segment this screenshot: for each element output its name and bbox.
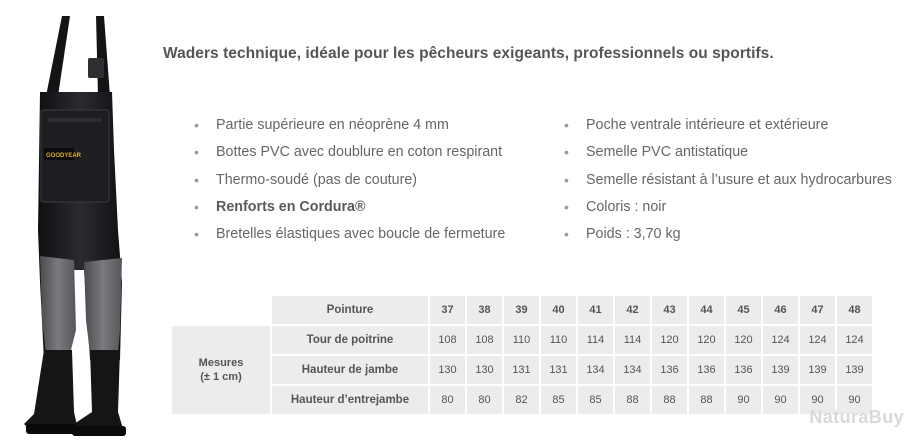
- table-row: [172, 326, 872, 354]
- table-cell: 120: [689, 326, 724, 354]
- table-cell: 90: [763, 386, 798, 414]
- bullet-icon: •: [194, 144, 199, 161]
- feature-item: [194, 171, 505, 198]
- bullet-icon: •: [564, 117, 569, 133]
- table-cell: 88: [615, 386, 650, 414]
- size-header-row: [172, 296, 872, 324]
- bullet-icon: •: [194, 226, 199, 243]
- product-image-waders: [0, 0, 160, 448]
- table-cell: 114: [578, 326, 613, 354]
- table-cell: 108: [430, 326, 465, 354]
- bullet-icon: •: [564, 198, 569, 215]
- table-cell: 136: [689, 356, 724, 384]
- table-cell: 88: [689, 386, 724, 414]
- feature-item: [194, 116, 505, 143]
- feature-text: Partie supérieure en néoprène 4 mm: [216, 117, 449, 133]
- table-cell: 134: [578, 356, 613, 384]
- row-label: Hauteur de jambe: [272, 356, 428, 384]
- size-header-cell: 43: [652, 296, 687, 324]
- size-header-label: Pointure: [272, 296, 428, 324]
- measures-label-line2: (± 1 cm): [200, 371, 242, 383]
- left-knee-reinforcement: [40, 256, 76, 354]
- bullet-icon: •: [194, 171, 199, 188]
- feature-text: Poids : 3,70 kg: [586, 226, 681, 243]
- feature-text: Semelle résistant à l’usure et aux hydrocarbures: [586, 171, 892, 188]
- table-cell: 131: [541, 356, 576, 384]
- table-cell: 90: [726, 386, 761, 414]
- table-cell: 136: [652, 356, 687, 384]
- table-cell: 139: [837, 356, 872, 384]
- measures-label-line1: Mesures: [198, 357, 244, 369]
- table-cell: 124: [763, 326, 798, 354]
- product-headline: Waders technique, idéale pour les pêcheurs exigeants, professionnels ou sportifs.: [163, 45, 774, 62]
- table-row: [172, 386, 872, 414]
- size-header-cell: 48: [837, 296, 872, 324]
- feature-list-left: [194, 116, 505, 252]
- size-header-cell: 38: [467, 296, 502, 324]
- size-header-cell: 41: [578, 296, 613, 324]
- bullet-icon: •: [564, 171, 569, 188]
- feature-text: Bretelles élastiques avec boucle de fermeture: [216, 226, 506, 243]
- size-header-cell: 47: [800, 296, 835, 324]
- table-cell: 90: [837, 386, 872, 414]
- feature-item: [564, 225, 892, 252]
- feature-item: [194, 198, 505, 225]
- table-cell: 120: [652, 326, 687, 354]
- size-header-cell: 40: [541, 296, 576, 324]
- size-header-cell: 42: [615, 296, 650, 324]
- table-cell: 90: [800, 386, 835, 414]
- feature-text: Semelle PVC antistatique: [586, 144, 749, 161]
- size-table: [170, 294, 874, 416]
- table-cell: 139: [763, 356, 798, 384]
- table-cell: 108: [467, 326, 502, 354]
- table-corner-blank: [172, 296, 270, 324]
- table-cell: 134: [615, 356, 650, 384]
- feature-item: [194, 143, 505, 170]
- bullet-icon: •: [564, 144, 569, 161]
- feature-text: Poche ventrale intérieure et extérieure: [586, 117, 829, 133]
- table-cell: 131: [504, 356, 539, 384]
- feature-list-right: [564, 116, 892, 252]
- boots: [24, 350, 126, 436]
- table-cell: 88: [652, 386, 687, 414]
- size-header-cell: 37: [430, 296, 465, 324]
- table-cell: 85: [578, 386, 613, 414]
- feature-text: Bottes PVC avec doublure en coton respirant: [216, 144, 503, 161]
- table-cell: 110: [541, 326, 576, 354]
- table-cell: 80: [467, 386, 502, 414]
- size-header-cell: 44: [689, 296, 724, 324]
- table-cell: 136: [726, 356, 761, 384]
- table-cell: 139: [800, 356, 835, 384]
- table-row: [172, 356, 872, 384]
- size-header-cell: 39: [504, 296, 539, 324]
- bullet-icon: •: [194, 198, 199, 215]
- table-cell: 80: [430, 386, 465, 414]
- feature-item: [194, 225, 505, 252]
- measures-label: [172, 326, 270, 414]
- naturabuy-watermark: NaturaBuy: [809, 407, 904, 427]
- table-cell: 130: [430, 356, 465, 384]
- feature-text: Thermo-soudé (pas de couture): [216, 171, 418, 188]
- feature-item: [564, 171, 892, 198]
- table-cell: 114: [615, 326, 650, 354]
- right-knee-reinforcement: [84, 258, 122, 354]
- feature-text: Coloris : noir: [586, 198, 667, 215]
- table-cell: 124: [800, 326, 835, 354]
- bullet-icon: •: [194, 117, 199, 133]
- table-cell: 110: [504, 326, 539, 354]
- table-cell: 124: [837, 326, 872, 354]
- feature-item: [564, 116, 892, 143]
- row-label: Hauteur d’entrejambe: [272, 386, 428, 414]
- chest-pocket: [41, 110, 109, 202]
- shoulder-straps: [46, 16, 110, 96]
- table-cell: 120: [726, 326, 761, 354]
- table-cell: 85: [541, 386, 576, 414]
- goodyear-logo: GOODYEAR: [46, 153, 82, 159]
- row-label: Tour de poitrine: [272, 326, 428, 354]
- feature-text: Renforts en Cordura®: [216, 198, 366, 215]
- table-cell: 130: [467, 356, 502, 384]
- feature-item: [564, 143, 892, 170]
- bullet-icon: •: [564, 226, 569, 243]
- table-cell: 82: [504, 386, 539, 414]
- size-header-cell: 46: [763, 296, 798, 324]
- feature-item: [564, 198, 892, 225]
- size-header-cell: 45: [726, 296, 761, 324]
